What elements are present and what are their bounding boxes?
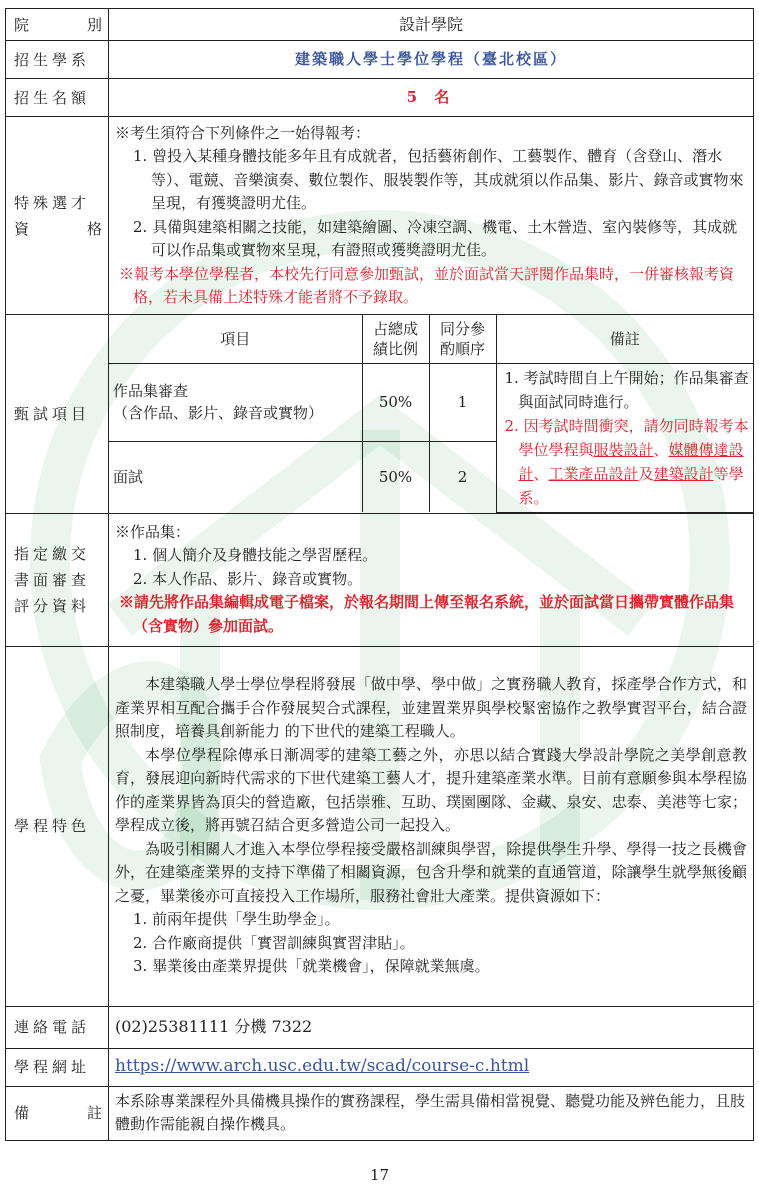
row-website [6,1048,754,1086]
special-notice: ※報考本學位學程者，本校先行同意參加甄試，並於面試當天評閱作品集時，一併審核報考資格，若未具備上述特殊才能者將不予錄取。 [119,264,735,306]
admission-info-table [5,8,754,1141]
exam-header-order [429,315,496,363]
exam-note-2 [501,414,750,510]
exam-item-name-l1: 作品集審查 [113,382,189,401]
docs-notice: ※請先將作品集編輯成電子檔案，於報名期間上傳至報名系統，並於面試當日攜帶實體作品集（含實物）參加面試。 [119,593,735,635]
docs-label [6,513,109,646]
special-label [6,117,109,315]
sep-2: 、 [533,464,549,483]
exam-content [109,315,754,514]
department-label: 招生學系 [6,41,109,79]
features-item-2: 2. 合作廠商提供「實習訓練與實習津貼」。 [133,933,415,952]
website-cell [109,1048,754,1086]
exam-label: 甄試項目 [6,315,109,514]
college-value: 設計學院 [109,9,754,41]
row-program-features [6,646,754,1006]
features-item-1: 1. 前兩年提供「學生助學金」。 [133,910,340,929]
exam-item-name [109,363,362,442]
exam-header-ratio-l1: 占總成 [372,319,418,338]
exam-header-order-l2: 酌順序 [439,339,485,358]
exam-header-ratio-l2: 績比例 [372,339,418,358]
row-review-documents [6,513,754,646]
docs-content [109,513,754,646]
exam-note-2-suffix: 等學系。 [518,464,744,507]
features-paragraph-1: 本建築職人學士學位學程將發展「做中學、學中做」之實務職人教育，採產學合作方式，和產業界相互配合攜手合作發展契合式課程，並建置業界與學校緊密協作之教學實習平台，結合證照制度，培養具創新能力 的下世代的建築工程職人。 [115,675,747,741]
docs-item-2: 2. 本人作品、影片、錄音或實物。 [133,569,363,588]
docs-intro: ※作品集： [115,522,191,541]
exam-table [109,315,753,513]
exam-note-2-prefix: 2. 因考試時間衝突，請勿同時報考本學位學程與 [504,416,749,459]
special-label-line2a: 資 [14,219,30,238]
college-label-a: 院 [14,15,30,34]
exam-header-item: 項目 [109,315,362,363]
docs-item-1: 1. 個人簡介及身體技能之學習歷程。 [133,546,378,565]
row-phone [6,1006,754,1048]
features-item-3: 3. 畢業後由產業界提供「就業機會」，保障就業無虞。 [133,957,490,976]
row-remarks [6,1086,754,1140]
exam-note-1: 1. 考試時間自上午開始；作品集審查與面試同時進行。 [504,368,749,411]
special-item-1: 1. 曾投入某種身體技能多年且有成就者，包括藝術創作、工藝製作、體育（含登山、潛水等）、電競、音樂演奏、數位製作、服裝製作等，其成就須以作品集、影片、錄音或實物來呈現，有獲獎證明尤佳。 [133,147,744,212]
remarks-label-b: 註 [86,1104,102,1122]
dept-link-architecture: 建築設計 [653,464,714,483]
department-value: 建築職人學士學位學程（臺北校區） [109,41,754,79]
exam-header-ratio [362,315,429,363]
remarks-label-a: 備 [14,1104,30,1122]
college-label [6,9,109,41]
exam-header-order-l1: 同分參 [439,319,485,338]
exam-notes [496,363,753,512]
website-link[interactable]: https://www.arch.usc.edu.tw/scad/course-c.html [115,1056,530,1077]
special-item-2: 2. 具備與建築相關之技能，如建築繪圖、冷凍空調、機電、土木營造、室內裝修等，其成就可以作品集或實物來呈現，有證照或獲獎證明尤佳。 [133,217,738,259]
sep-1: 、 [653,440,669,459]
row-college [6,9,754,41]
features-paragraph-3: 為吸引相關人才進入本學位學程接受嚴格訓練與學習，除提供學生升學、學得一技之長機會外，在建築產業界的支持下準備了相關資源，包含升學和就業的直通管道，除讓學生就學無後顧之憂，畢業後亦可直接投入工作場所，服務社會壯大產業。提供資源如下： [115,839,747,905]
exam-item-name: 面試 [109,442,362,512]
features-label: 學程特色 [6,646,109,1006]
exam-row [109,363,753,442]
exam-header-note: 備註 [496,315,753,363]
exam-item-order: 2 [429,442,496,512]
phone-value: (02)25381111 分機 7322 [109,1006,754,1048]
exam-header-row [109,315,753,363]
quota-value: 5 名 [109,79,754,117]
college-label-b: 別 [86,15,102,34]
docs-label-l3: 評分資料 [14,596,91,615]
features-paragraph-2: 本學位學程除傳承日漸凋零的建築工藝之外，亦思以結合實踐大學設計學院之美學創意教育，發展迎向新時代需求的下世代建築工藝人才，提升建築產業水準。目前有意願參與本學程協作的產業界皆為頂尖的營造廠，包括崇雅、互助、璞園團隊、金藏、泉安、忠泰、美港等七家；學程成立後，將再號召結合更多營造公司一起投入。 [115,745,747,835]
exam-item-order: 1 [429,363,496,442]
row-quota [6,79,754,117]
remarks-label [6,1086,109,1140]
special-intro: ※考生須符合下列條件之一始得報考： [115,123,371,142]
dept-link-media: 媒體傳達設計 [518,440,744,483]
features-content [109,646,754,1006]
docs-label-l1: 指定繳交 [14,544,91,563]
row-department [6,41,754,79]
remarks-value: 本系除專業課程外具備機具操作的實務課程，學生需具備相當視覺、聽覺功能及辨色能力，且肢體動作需能親自操作機具。 [109,1086,754,1140]
sep-3: 及 [638,464,654,483]
special-label-line2b: 格 [86,219,102,238]
quota-label: 招生名額 [6,79,109,117]
dept-link-fashion: 服裝設計 [593,440,654,459]
page-number: 17 [369,1166,390,1184]
dept-link-industrial: 工業產品設計 [548,464,639,483]
exam-item-name-l2: （含作品、影片、錄音或實物） [113,404,324,423]
exam-item-ratio: 50% [362,442,429,512]
docs-label-l2: 書面審查 [14,570,91,589]
row-special-qualification [6,117,754,315]
website-label: 學程網址 [6,1048,109,1086]
phone-label: 連絡電話 [6,1006,109,1048]
exam-item-ratio: 50% [362,363,429,442]
special-content [109,117,754,315]
row-exam-items [6,315,754,514]
special-label-line1: 特殊選才 [14,193,91,212]
